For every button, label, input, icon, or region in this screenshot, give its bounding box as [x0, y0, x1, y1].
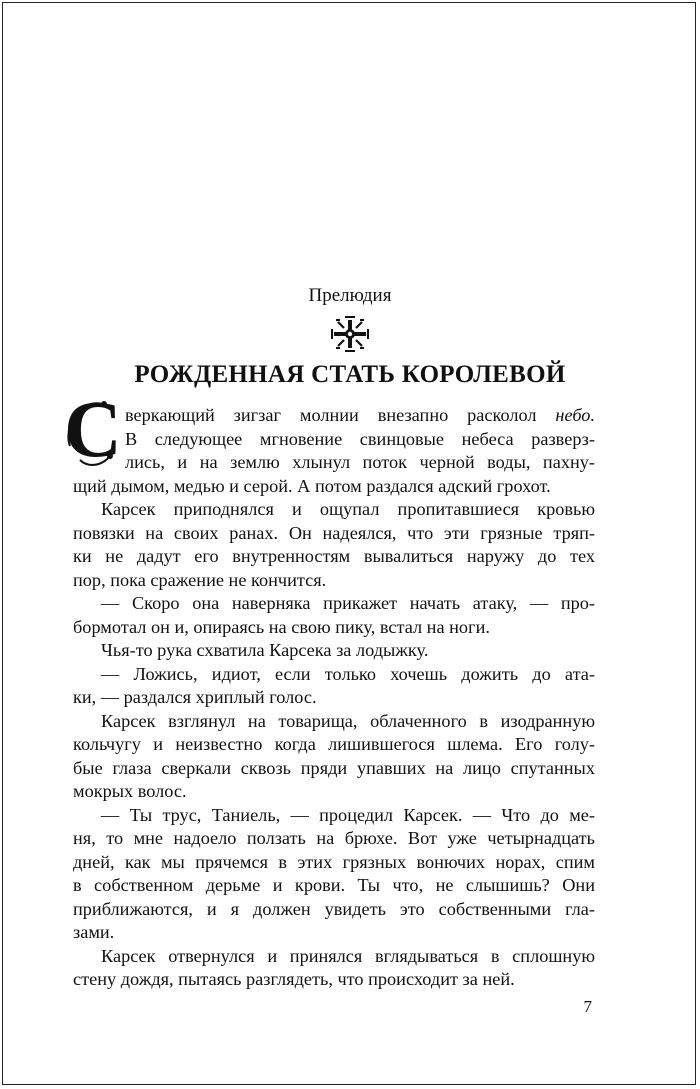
text-line: стену дождя, пытаясь разглядеть, что происходит за ней. [73, 969, 515, 989]
text-line: В следующее мгновение свинцовые небеса разверз- [125, 428, 595, 449]
text-line: кольчугу и неизвестно когда лишившегося шлема. Его голу- [73, 734, 595, 754]
text-line: пор, пока сражение не кончится. [73, 569, 327, 590]
text-line: ки не дадут его внутренностям вывалиться наружу до тех [73, 546, 595, 566]
decorative-ornament-icon [330, 316, 370, 352]
chapter-title: РОЖДЕННАЯ СТАТЬ КОРОЛЕВОЙ [134, 361, 566, 388]
page-number: 7 [583, 997, 592, 1016]
text-line: Карсек приподнялся и ощупал пропитавшиеся кровью [101, 499, 595, 519]
drop-cap-letter: С [64, 386, 122, 474]
text-line: бормотал он и, опираясь на свою пику, встал на ноги. [73, 616, 490, 637]
text-line: лись, и на землю хлынул поток черной воды, пахну- [125, 452, 595, 472]
text-line: ки, — раздался хриплый голос. [73, 687, 317, 707]
text-line: мокрых волос. [73, 781, 187, 801]
text-line: приближаются, и я должен увидеть это собственными гла- [73, 898, 595, 919]
text-line: повязки на своих ранах. Он надеялся, что эти грязные тряп- [73, 522, 595, 543]
body-text [73, 404, 595, 992]
text-line: Чья-то рука схватила Карсека за лодыжку. [101, 640, 429, 660]
text-line: бые глаза сверкали сквозь пряди упавших на лицо спутанных [73, 757, 595, 778]
text-line: зами. [73, 922, 115, 942]
text-line: ня, то мне надоело ползать на брюхе. Вот уже четырнадцать [73, 828, 595, 848]
text-line: веркающий зигзаг молнии внезапно расколол небо. [125, 405, 595, 425]
text-line: в собственном дерьме и крови. Ты что, не слышишь? Они [73, 875, 595, 895]
italic-word: небо. [555, 405, 595, 425]
text-line: щий дымом, медью и серой. А потом раздался адский грохот. [73, 475, 551, 496]
text-line: Карсек взглянул на товарища, облаченного в изодранную [101, 710, 595, 731]
text-line: — Скоро она наверняка прикажет начать атаку, — про- [101, 593, 595, 613]
prelude-label: Прелюдия [308, 285, 392, 306]
text-line: дней, как мы прячемся в этих грязных вонючих норах, спим [73, 851, 595, 872]
text-line: — Ты трус, Таниель, — процедил Карсек. — Что до ме- [101, 804, 595, 825]
text-line: Карсек отвернулся и принялся вглядываться в сплошную [101, 945, 595, 966]
text-line: — Ложись, идиот, если только хочешь дожить до ата- [101, 663, 595, 684]
